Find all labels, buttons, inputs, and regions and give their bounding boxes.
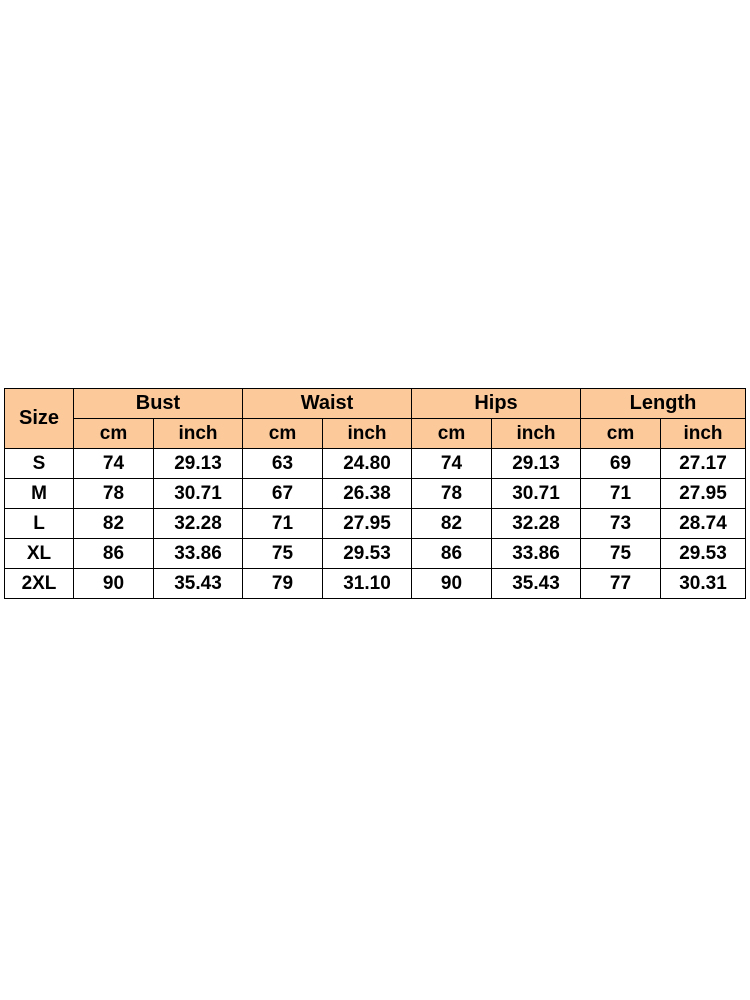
waist-inch-cell: 27.95	[323, 509, 412, 539]
waist-cm-cell: 79	[243, 569, 323, 599]
bust-inch-cell: 32.28	[154, 509, 243, 539]
length-header: Length	[581, 389, 746, 419]
header-row-units	[5, 419, 746, 449]
waist-cm-cell: 75	[243, 539, 323, 569]
bust-cm-cell: 90	[74, 569, 154, 599]
waist-cm-cell: 63	[243, 449, 323, 479]
hips-cm-cell: 86	[412, 539, 492, 569]
size-column-header: Size	[5, 389, 74, 449]
hips-inch-cell: 29.13	[492, 449, 581, 479]
length-inch-cell: 27.95	[661, 479, 746, 509]
bust-inch-cell: 35.43	[154, 569, 243, 599]
length-inch-cell: 28.74	[661, 509, 746, 539]
header-row-groups	[5, 389, 746, 419]
size-cell: M	[5, 479, 74, 509]
bust-header: Bust	[74, 389, 243, 419]
hips-cm-cell: 78	[412, 479, 492, 509]
bust-cm-cell: 82	[74, 509, 154, 539]
hips-cm-cell: 82	[412, 509, 492, 539]
waist-cm-cell: 71	[243, 509, 323, 539]
size-cell: XL	[5, 539, 74, 569]
bust-cm-cell: 74	[74, 449, 154, 479]
table-row	[5, 449, 746, 479]
bust-inch-cell: 29.13	[154, 449, 243, 479]
hips-inch-cell: 35.43	[492, 569, 581, 599]
length-cm-cell: 75	[581, 539, 661, 569]
hips-cm-cell: 90	[412, 569, 492, 599]
hips-inch-cell: 32.28	[492, 509, 581, 539]
table-row	[5, 509, 746, 539]
hips-cm-cell: 74	[412, 449, 492, 479]
length-inch-cell: 27.17	[661, 449, 746, 479]
size-cell: L	[5, 509, 74, 539]
size-cell: S	[5, 449, 74, 479]
table-row	[5, 539, 746, 569]
waist-cm-cell: 67	[243, 479, 323, 509]
length-cm-cell: 77	[581, 569, 661, 599]
hips-header: Hips	[412, 389, 581, 419]
waist-inch-cell: 26.38	[323, 479, 412, 509]
length-cm-cell: 71	[581, 479, 661, 509]
table-row	[5, 569, 746, 599]
bust-inch-cell: 33.86	[154, 539, 243, 569]
size-chart-table	[4, 388, 746, 599]
length-inch-cell: 30.31	[661, 569, 746, 599]
hips-inch-cell: 30.71	[492, 479, 581, 509]
waist-header: Waist	[243, 389, 412, 419]
length-cm-cell: 69	[581, 449, 661, 479]
bust-inch-cell: 30.71	[154, 479, 243, 509]
waist-inch-cell: 29.53	[323, 539, 412, 569]
waist-inch-cell: 24.80	[323, 449, 412, 479]
bust-cm-header: cm	[74, 419, 154, 449]
length-inch-header: inch	[661, 419, 746, 449]
waist-cm-header: cm	[243, 419, 323, 449]
waist-inch-header: inch	[323, 419, 412, 449]
hips-cm-header: cm	[412, 419, 492, 449]
bust-inch-header: inch	[154, 419, 243, 449]
length-inch-cell: 29.53	[661, 539, 746, 569]
hips-inch-header: inch	[492, 419, 581, 449]
hips-inch-cell: 33.86	[492, 539, 581, 569]
bust-cm-cell: 78	[74, 479, 154, 509]
size-cell: 2XL	[5, 569, 74, 599]
length-cm-header: cm	[581, 419, 661, 449]
length-cm-cell: 73	[581, 509, 661, 539]
bust-cm-cell: 86	[74, 539, 154, 569]
waist-inch-cell: 31.10	[323, 569, 412, 599]
table-row	[5, 479, 746, 509]
